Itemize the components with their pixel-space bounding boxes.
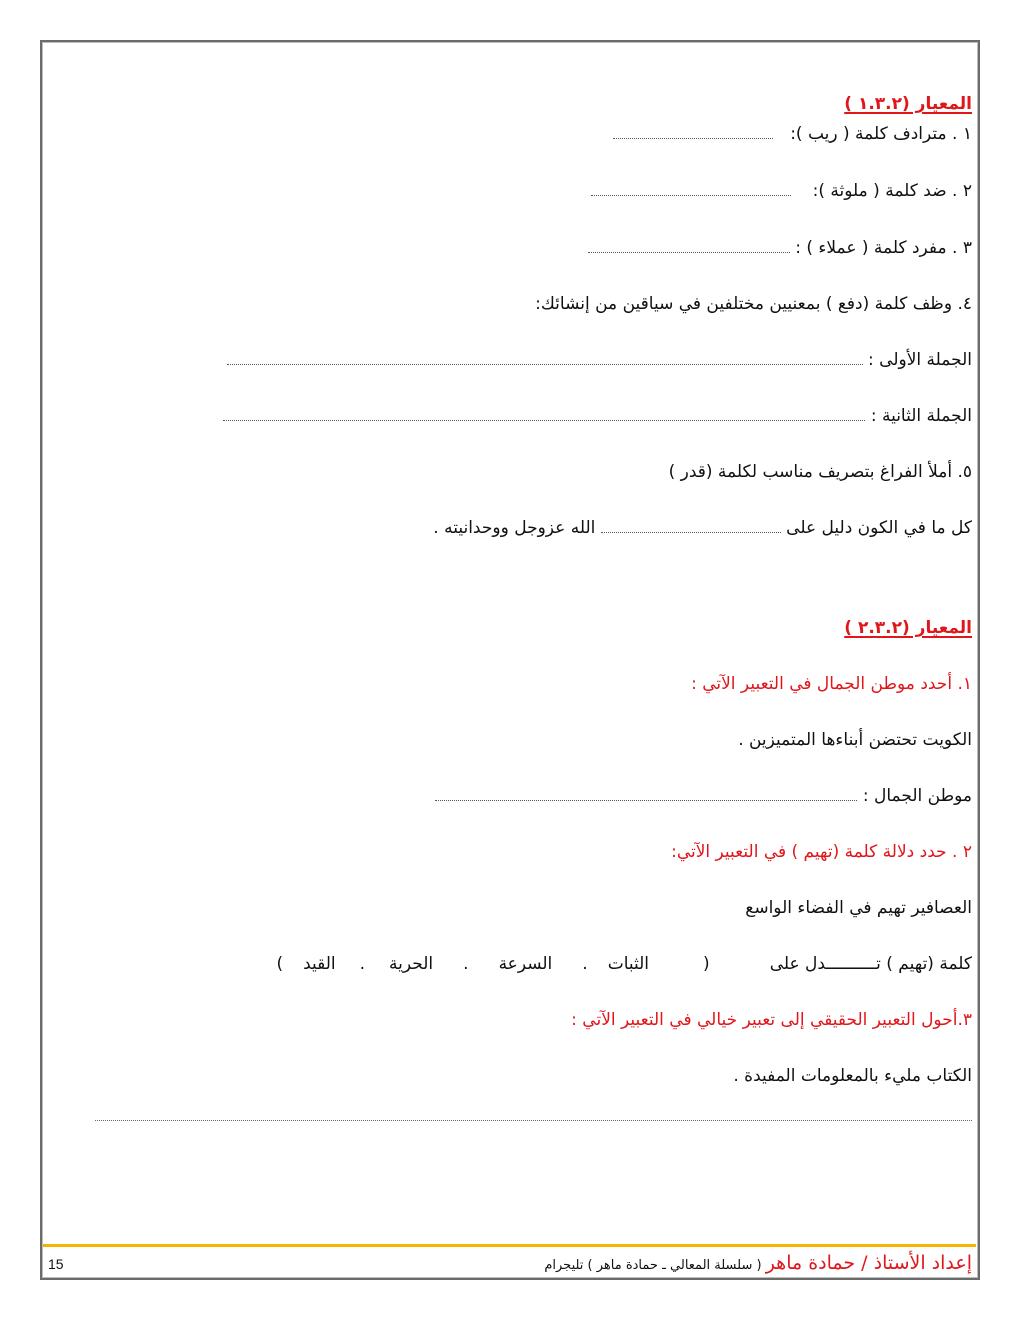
footer-series: ( سلسلة المعالي ـ حمادة ماهر ) تليجرام: [544, 1258, 766, 1273]
section2-heading: المعيار (٢.٣.٢ ): [844, 618, 972, 638]
fill-blank-sentence: [433, 516, 972, 540]
imaginative-sentence: الكتاب مليء بالمعلومات المفيدة .: [733, 1066, 972, 1086]
fill-blank-sentence-end: الله عزوجل ووحدانيته .: [433, 518, 601, 538]
answer-blank-antonym[interactable]: [591, 181, 791, 196]
fill-blank-sentence-start: كل ما في الكون دليل على: [780, 518, 972, 538]
question-antonym: [591, 179, 972, 203]
question-beauty: ١. أحدد موطن الجمال في التعبير الآتي :: [691, 674, 972, 694]
option-separator: .: [463, 954, 469, 974]
meaning-sentence: العصافير تهيم في الفضاء الواسع: [745, 898, 972, 918]
question-antonym-text: ٢ . ضد كلمة ( ملوثة ):: [807, 181, 972, 201]
answer-blank-beauty[interactable]: [435, 786, 857, 801]
section1-heading: المعيار (١.٣.٢ ): [844, 94, 972, 114]
option-stability[interactable]: الثبات: [607, 954, 650, 974]
question-fill-blank: ٥. أملأ الفراغ بتصريف مناسب لكلمة (قدر ): [668, 462, 972, 482]
question-synonym-text: ١ . مترادف كلمة ( ريب ):: [784, 124, 972, 144]
meaning-options-row: [276, 952, 972, 976]
second-sentence-row: [223, 404, 972, 428]
option-restriction[interactable]: القيد: [303, 954, 336, 974]
answer-blank-first-sentence[interactable]: [227, 350, 863, 365]
question-synonym: [613, 122, 972, 146]
footer-divider: [43, 1244, 976, 1247]
page-number: 15: [48, 1256, 64, 1272]
meaning-word-phrase: كلمة (تهيم ) تــــــــــدل على: [769, 954, 972, 974]
question-singular-text: ٣ . مفرد كلمة ( عملاء ) :: [789, 238, 972, 258]
beauty-answer-row: [435, 784, 972, 808]
first-sentence-row: [227, 348, 972, 372]
option-freedom[interactable]: الحرية: [389, 954, 434, 974]
answer-blank-synonym[interactable]: [613, 124, 773, 139]
answer-blank-second-sentence[interactable]: [223, 406, 865, 421]
footer-credit: [544, 1250, 972, 1279]
second-sentence-label: الجملة الثانية :: [865, 406, 972, 426]
answer-blank-singular[interactable]: [588, 238, 790, 253]
footer-author: إعداد الأستاذ / حمادة ماهر: [765, 1252, 972, 1274]
answer-blank-fill[interactable]: [601, 518, 781, 533]
option-separator: .: [582, 954, 588, 974]
question-singular: [588, 236, 972, 260]
answer-blank-imaginative[interactable]: [95, 1120, 972, 1121]
options-open-paren: (: [703, 954, 710, 974]
question-meaning: ٢ . حدد دلالة كلمة (تهيم ) في التعبير الآتي:: [671, 842, 972, 862]
question-imaginative: ٣.أحول التعبير الحقيقي إلى تعبير خيالي في التعبير الآتي :: [571, 1010, 972, 1030]
page-border: [40, 40, 980, 1280]
first-sentence-label: الجملة الأولى :: [862, 350, 972, 370]
options-close-paren: ): [276, 954, 284, 974]
option-separator: .: [359, 954, 366, 974]
question-use-word: ٤. وظف كلمة (دفع ) بمعنيين مختلفين في سياقين من إنشائك:: [535, 294, 972, 314]
option-speed[interactable]: السرعة: [498, 954, 553, 974]
beauty-answer-label: موطن الجمال :: [857, 786, 972, 806]
beauty-sentence: الكويت تحتضن أبناءها المتميزين .: [738, 730, 972, 750]
